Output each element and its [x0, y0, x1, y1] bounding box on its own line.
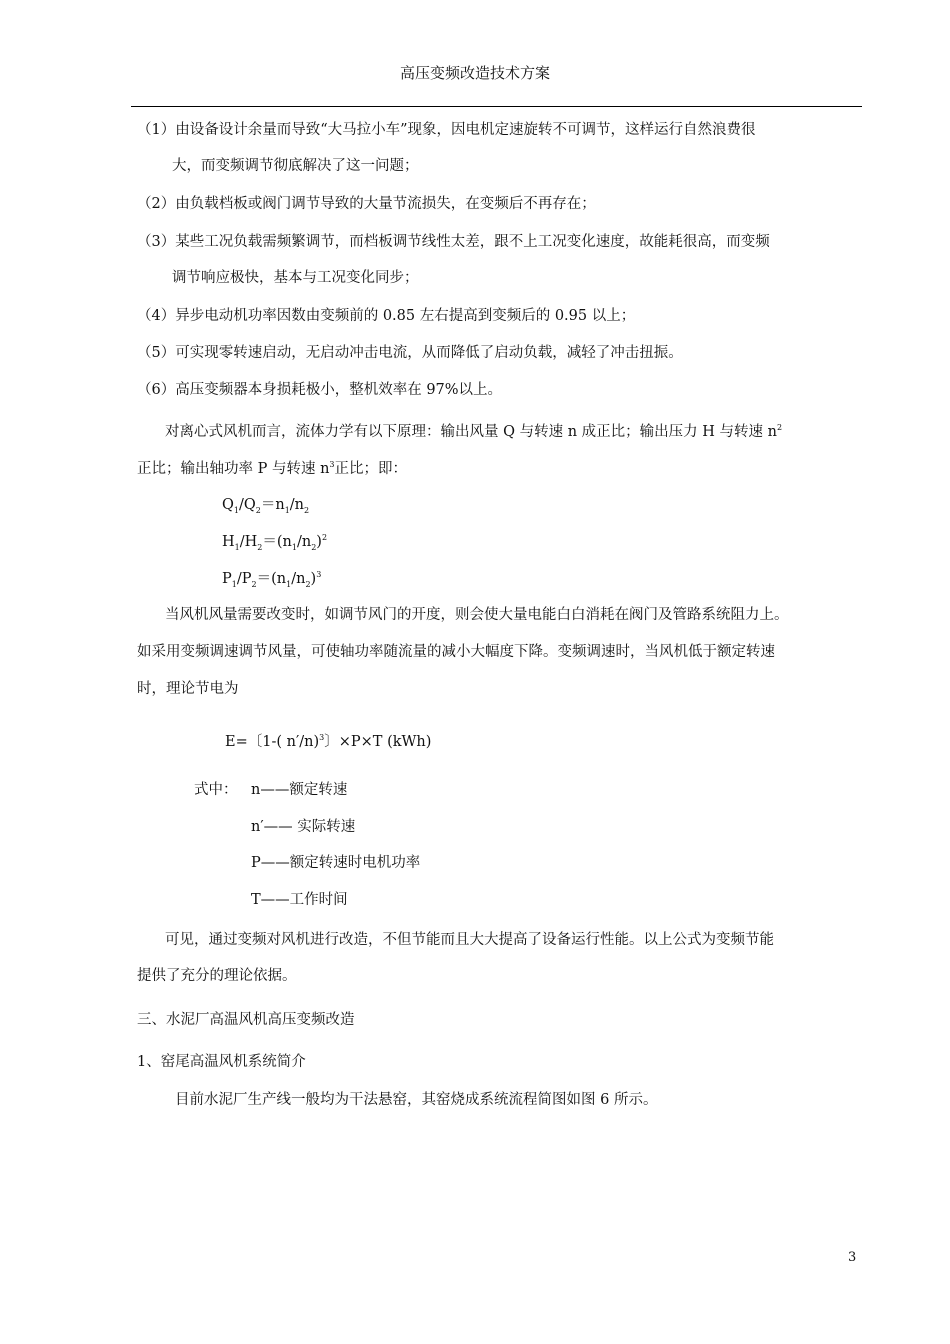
- formula-pressure: $H_1/H_2=(n_1/n_2)^2$: [222, 533, 328, 552]
- fan-law-line-2: 正比；输出轴功率 P 与转速 $n^3$正比；即：: [137, 460, 408, 477]
- advantage-3-line-2: 调节响应极快，基本与工况变化同步；: [172, 270, 419, 286]
- header-rule: [131, 106, 862, 107]
- formula-power: $P_1/P_2=(n_1/n_2)^3$: [222, 570, 322, 589]
- advantage-3-line-1: （3）某些工况负载需频繁调节，而档板调节线性太差，跟不上工况变化速度，故能耗很高，而变频: [137, 234, 770, 250]
- legend-n-prime: n′—— 实际转速: [251, 819, 356, 835]
- advantage-2: （2）由负载档板或阀门调节导致的大量节流损失，在变频后不再存在；: [137, 196, 596, 212]
- page-header-title: 高压变频改造技术方案: [399, 64, 550, 82]
- saving-line-1: 当风机风量需要改变时，如调节风门的开度，则会使大量电能白白消耗在阀门及管路系统阻力上。: [165, 607, 789, 623]
- legend-n: n——额定转速: [251, 782, 348, 798]
- conclusion-line-1: 可见，通过变频对风机进行改造，不但节能而且大大提高了设备运行性能。以上公式为变频节能: [165, 932, 774, 948]
- advantage-1-line-2: 大，而变频调节彻底解决了这一问题；: [172, 158, 419, 174]
- legend-label: 式中：: [194, 782, 238, 798]
- fan-law-exponent-2: 2: [776, 423, 783, 432]
- advantage-5: （5）可实现零转速启动，无启动冲击电流，从而降低了启动负载，减轻了冲击扭振。: [137, 345, 683, 361]
- conclusion-line-2: 提供了充分的理论依据。: [137, 968, 297, 984]
- advantage-1-line-1: （1）由设备设计余量而导致“大马拉小车”现象，因电机定速旋转不可调节，这样运行自然浪费很: [137, 122, 756, 138]
- legend-t: T——工作时间: [251, 892, 348, 908]
- section-3-heading: 三、水泥厂高温风机高压变频改造: [137, 1012, 355, 1028]
- energy-formula-exponent: 3: [319, 733, 325, 742]
- intro-paragraph: 目前水泥厂生产线一般均为干法悬窑，其窑烧成系统流程简图如图 6 所示。: [175, 1092, 658, 1108]
- energy-formula: E=〔1-( n′/n)$^3$〕×P×T (kWh): [225, 733, 432, 750]
- legend-p: P——额定转速时电机功率: [251, 855, 421, 871]
- fan-law-line-1: 对离心式风机而言，流体力学有以下原理：输出风量 Q 与转速 n 成正比；输出压力 H 与转速 $n^2$: [165, 423, 783, 440]
- subsection-1-heading: 1、窑尾高温风机系统简介: [137, 1054, 306, 1070]
- advantage-4: （4）异步电动机功率因数由变频前的 0.85 左右提高到变频后的 0.95 以上；: [137, 308, 636, 324]
- fan-law-exponent-3: 3: [329, 460, 335, 469]
- advantage-6: （6）高压变频器本身损耗极小，整机效率在 97%以上。: [137, 382, 503, 398]
- page-number: 3: [848, 1250, 857, 1265]
- formula-flow: $Q_1/Q_2=n_1/n_2$: [222, 497, 310, 515]
- saving-line-3: 时，理论节电为: [137, 681, 239, 697]
- saving-line-2: 如采用变频调速调节风量，可使轴功率随流量的减小大幅度下降。变频调速时，当风机低于额定转速: [137, 644, 775, 660]
